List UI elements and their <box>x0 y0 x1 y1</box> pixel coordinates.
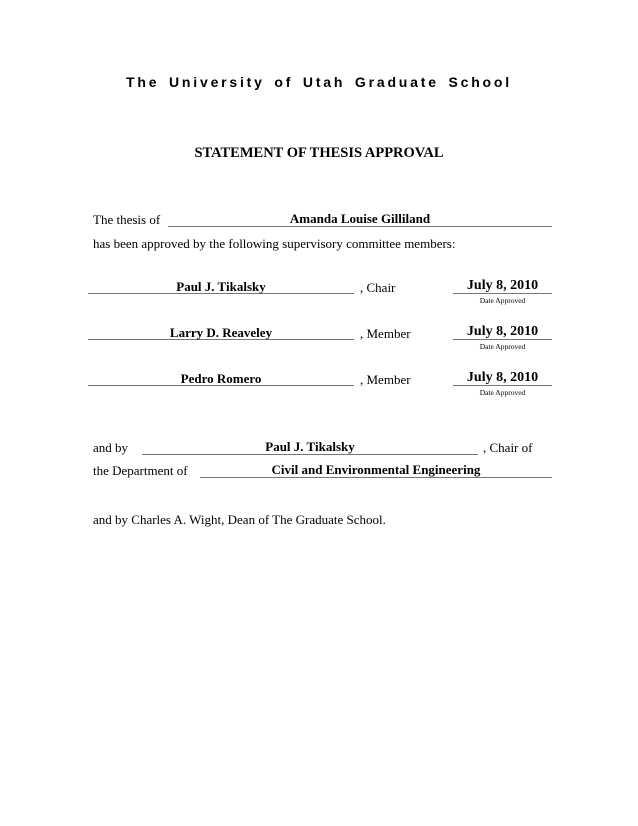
thesis-of-label: The thesis of <box>93 212 161 227</box>
dean-statement: and by Charles A. Wight, Dean of The Graduate School. <box>93 512 386 527</box>
and-by-label: and by <box>93 440 129 455</box>
approved-statement: has been approved by the following supervisory committee members: <box>93 236 456 251</box>
date-approved-label: Date Approved <box>479 296 526 305</box>
committee-member-role: , Member <box>360 372 411 387</box>
department-name: Civil and Environmental Engineering <box>271 462 481 477</box>
university-title: The University of Utah Graduate School <box>126 74 512 90</box>
committee-member-role: , Chair <box>360 280 396 295</box>
chair-of-label: , Chair of <box>483 440 533 455</box>
approval-date: July 8, 2010 <box>466 278 539 293</box>
committee-member-name: Paul J. Tikalsky <box>176 279 266 294</box>
committee-member-role: , Member <box>360 326 411 341</box>
department-label: the Department of <box>93 463 188 478</box>
date-approved-label: Date Approved <box>479 388 526 397</box>
date-approved-label: Date Approved <box>479 342 526 351</box>
statement-title: STATEMENT OF THESIS APPROVAL <box>194 145 444 161</box>
dept-chair-name: Paul J. Tikalsky <box>265 439 355 454</box>
committee-member-name: Pedro Romero <box>180 371 262 386</box>
committee-member-name: Larry D. Reaveley <box>169 325 273 340</box>
approval-date: July 8, 2010 <box>466 370 539 385</box>
approval-date: July 8, 2010 <box>466 324 539 339</box>
thesis-author: Amanda Louise Gilliland <box>289 211 431 226</box>
